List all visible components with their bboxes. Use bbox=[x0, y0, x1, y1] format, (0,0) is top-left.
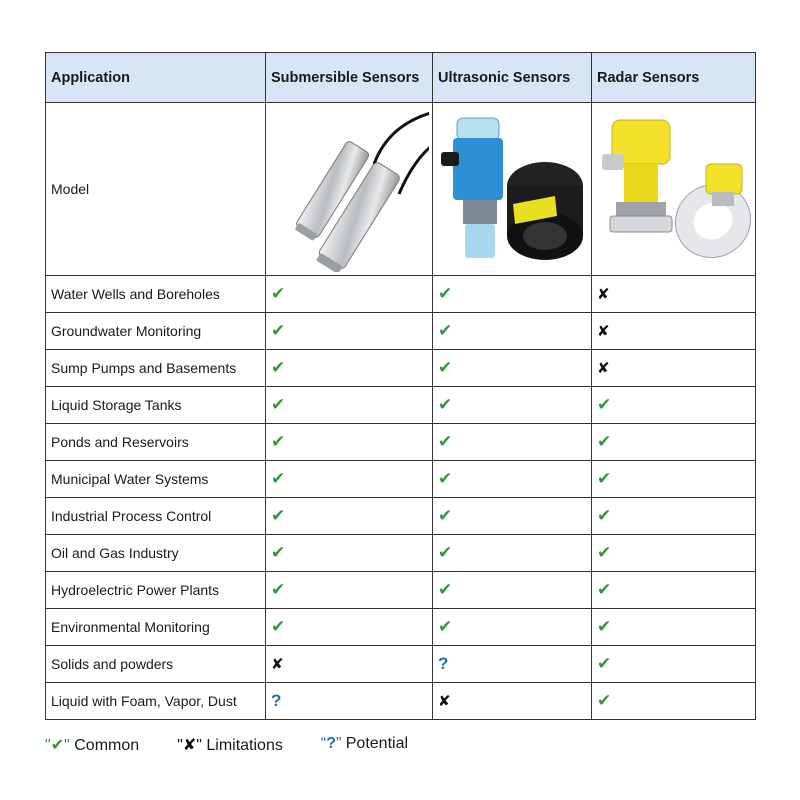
submersible-cell bbox=[266, 572, 433, 609]
radar-cell bbox=[592, 276, 756, 313]
check-icon: ✔ bbox=[271, 432, 286, 451]
cross-icon: ✘ bbox=[438, 693, 451, 710]
submersible-cell bbox=[266, 535, 433, 572]
ultrasonic-cell bbox=[433, 350, 592, 387]
submersible-cell bbox=[266, 313, 433, 350]
check-icon: ✔ bbox=[597, 543, 612, 562]
submersible-cell bbox=[266, 424, 433, 461]
application-label: Industrial Process Control bbox=[46, 498, 266, 535]
ultrasonic-sensor-photo bbox=[435, 104, 590, 272]
cross-icon: ✘ bbox=[271, 656, 284, 673]
check-icon: ✔ bbox=[597, 395, 612, 414]
header-application: Application bbox=[46, 53, 266, 103]
radar-cell bbox=[592, 535, 756, 572]
table-row bbox=[46, 572, 756, 609]
radar-cell bbox=[592, 461, 756, 498]
application-label: Water Wells and Boreholes bbox=[46, 276, 266, 313]
table-row bbox=[46, 683, 756, 720]
check-icon: ✔ bbox=[597, 469, 612, 488]
radar-cell bbox=[592, 609, 756, 646]
ultrasonic-cell bbox=[433, 276, 592, 313]
application-label: Solids and powders bbox=[46, 646, 266, 683]
ultrasonic-cell bbox=[433, 683, 592, 720]
radar-cell bbox=[592, 424, 756, 461]
question-icon: ? bbox=[438, 654, 449, 673]
check-icon: ✔ bbox=[438, 284, 453, 303]
submersible-sensor-image bbox=[266, 103, 433, 276]
check-icon: ✔ bbox=[438, 617, 453, 636]
legend-potential-label: Potential bbox=[345, 735, 409, 752]
model-row bbox=[46, 103, 756, 276]
table-row bbox=[46, 461, 756, 498]
application-label: Liquid Storage Tanks bbox=[46, 387, 266, 424]
ultrasonic-cell bbox=[433, 572, 592, 609]
question-icon: ? bbox=[271, 691, 282, 710]
cross-icon: ✘ bbox=[182, 737, 197, 754]
ultrasonic-cell bbox=[433, 535, 592, 572]
check-icon: ✔ bbox=[597, 506, 612, 525]
check-icon: ✔ bbox=[271, 284, 286, 303]
table-row bbox=[46, 535, 756, 572]
ultrasonic-cell bbox=[433, 424, 592, 461]
application-label: Sump Pumps and Basements bbox=[46, 350, 266, 387]
check-icon: ✔ bbox=[271, 469, 286, 488]
radar-cell bbox=[592, 646, 756, 683]
legend-common: "✔" Common bbox=[45, 737, 140, 754]
application-label: Municipal Water Systems bbox=[46, 461, 266, 498]
question-icon: ? bbox=[326, 735, 336, 752]
table-row bbox=[46, 387, 756, 424]
check-icon: ✔ bbox=[271, 395, 286, 414]
table-row bbox=[46, 276, 756, 313]
legend-limitations-label: Limitations bbox=[206, 737, 283, 754]
model-label: Model bbox=[46, 103, 266, 276]
check-icon: ✔ bbox=[50, 737, 65, 754]
ultrasonic-cell bbox=[433, 313, 592, 350]
check-icon: ✔ bbox=[438, 506, 453, 525]
legend-common-label: Common bbox=[74, 737, 140, 754]
radar-cell bbox=[592, 683, 756, 720]
submersible-cell bbox=[266, 387, 433, 424]
check-icon: ✔ bbox=[438, 432, 453, 451]
radar-cell bbox=[592, 498, 756, 535]
check-icon: ✔ bbox=[597, 654, 612, 673]
table-row bbox=[46, 424, 756, 461]
check-icon: ✔ bbox=[271, 543, 286, 562]
ultrasonic-sensor-image bbox=[433, 103, 592, 276]
application-label: Environmental Monitoring bbox=[46, 609, 266, 646]
table-row bbox=[46, 350, 756, 387]
radar-cell bbox=[592, 572, 756, 609]
sensor-comparison-table bbox=[45, 52, 756, 720]
check-icon: ✔ bbox=[438, 469, 453, 488]
ultrasonic-cell bbox=[433, 609, 592, 646]
ultrasonic-cell bbox=[433, 387, 592, 424]
submersible-cell bbox=[266, 461, 433, 498]
table-row bbox=[46, 498, 756, 535]
radar-cell bbox=[592, 350, 756, 387]
check-icon: ✔ bbox=[597, 580, 612, 599]
check-icon: ✔ bbox=[438, 543, 453, 562]
check-icon: ✔ bbox=[438, 321, 453, 340]
check-icon: ✔ bbox=[271, 580, 286, 599]
legend-limitations: "✘" Limitations bbox=[177, 737, 283, 754]
check-icon: ✔ bbox=[271, 358, 286, 377]
submersible-cell bbox=[266, 646, 433, 683]
check-icon: ✔ bbox=[597, 617, 612, 636]
application-label: Oil and Gas Industry bbox=[46, 535, 266, 572]
submersible-cell bbox=[266, 350, 433, 387]
check-icon: ✔ bbox=[597, 432, 612, 451]
legend-potential: “?” Potential bbox=[320, 735, 409, 752]
cross-icon: ✘ bbox=[597, 286, 610, 303]
table-row bbox=[46, 646, 756, 683]
ultrasonic-cell bbox=[433, 646, 592, 683]
application-label: Ponds and Reservoirs bbox=[46, 424, 266, 461]
application-label: Hydroelectric Power Plants bbox=[46, 572, 266, 609]
check-icon: ✔ bbox=[271, 321, 286, 340]
submersible-cell bbox=[266, 683, 433, 720]
header-radar: Radar Sensors bbox=[592, 53, 756, 103]
check-icon: ✔ bbox=[271, 506, 286, 525]
check-icon: ✔ bbox=[438, 358, 453, 377]
check-icon: ✔ bbox=[597, 691, 612, 710]
radar-cell bbox=[592, 313, 756, 350]
table-row bbox=[46, 313, 756, 350]
table-header-row bbox=[46, 53, 756, 103]
check-icon: ✔ bbox=[438, 580, 453, 599]
submersible-cell bbox=[266, 498, 433, 535]
header-ultrasonic: Ultrasonic Sensors bbox=[433, 53, 592, 103]
application-label: Groundwater Monitoring bbox=[46, 313, 266, 350]
ultrasonic-cell bbox=[433, 498, 592, 535]
check-icon: ✔ bbox=[438, 395, 453, 414]
application-label: Liquid with Foam, Vapor, Dust bbox=[46, 683, 266, 720]
header-submersible: Submersible Sensors bbox=[266, 53, 433, 103]
radar-sensor-image bbox=[592, 103, 756, 276]
submersible-sensor-photo bbox=[269, 104, 429, 272]
cross-icon: ✘ bbox=[597, 323, 610, 340]
submersible-cell bbox=[266, 276, 433, 313]
check-icon: ✔ bbox=[271, 617, 286, 636]
table-row bbox=[46, 609, 756, 646]
submersible-cell bbox=[266, 609, 433, 646]
radar-cell bbox=[592, 387, 756, 424]
cross-icon: ✘ bbox=[597, 360, 610, 377]
legend bbox=[45, 735, 446, 755]
ultrasonic-cell bbox=[433, 461, 592, 498]
radar-sensor-photo bbox=[594, 104, 754, 272]
